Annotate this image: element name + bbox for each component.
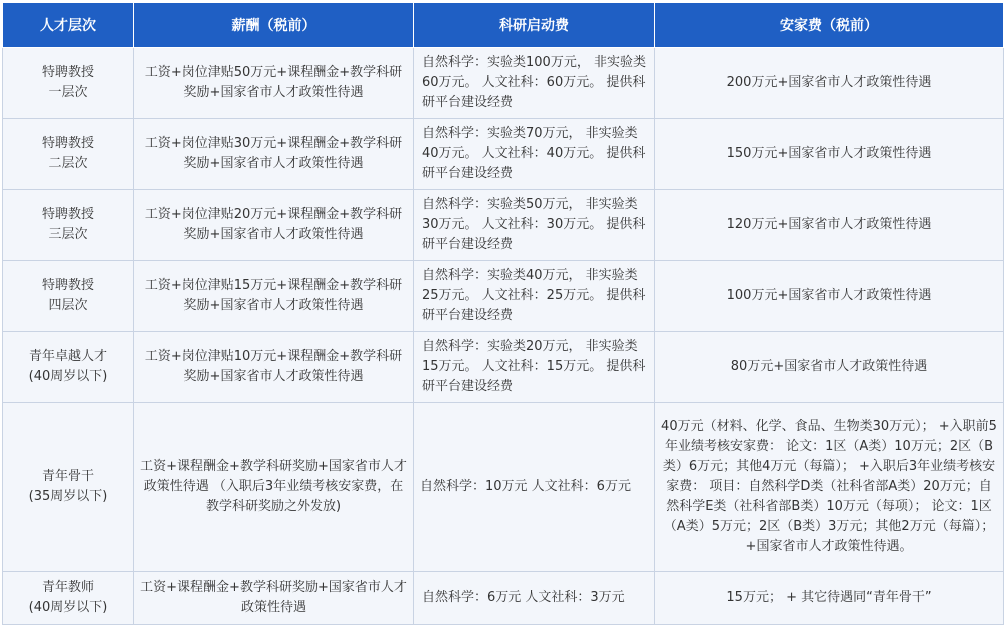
level-tier: (35周岁以下) <box>28 489 108 504</box>
table-row <box>3 261 1004 332</box>
table-row <box>3 403 1004 572</box>
table-row <box>3 48 1004 119</box>
salary-cell: 工资+岗位津贴30万元+课程酬金+教学科研奖励+国家省市人才政策性待遇 <box>134 119 414 190</box>
level-tier: 一层次 <box>48 85 88 100</box>
startup-cell: 自然科学：实验类20万元， 非实验类15万元。 人文社科：15万元。 提供科研平台建设经费 <box>414 332 655 403</box>
housing-cell: 150万元+国家省市人才政策性待遇 <box>655 119 1004 190</box>
housing-cell: 120万元+国家省市人才政策性待遇 <box>655 190 1004 261</box>
level-cell <box>3 48 134 119</box>
level-name: 特聘教授 <box>41 65 94 80</box>
header-level: 人才层次 <box>3 3 134 48</box>
housing-cell: 80万元+国家省市人才政策性待遇 <box>655 332 1004 403</box>
startup-cell: 自然科学：实验类40万元， 非实验类25万元。 人文社科：25万元。 提供科研平台建设经费 <box>414 261 655 332</box>
startup-cell: 自然科学：实验类70万元， 非实验类40万元。 人文社科：40万元。 提供科研平台建设经费 <box>414 119 655 190</box>
housing-cell: 200万元+国家省市人才政策性待遇 <box>655 48 1004 119</box>
table-row <box>3 190 1004 261</box>
level-cell <box>3 572 134 625</box>
salary-cell: 工资+课程酬金+教学科研奖励+国家省市人才政策性待遇 （入职后3年业绩考核安家费，在教学科研奖励之外发放) <box>134 403 414 572</box>
level-tier: 二层次 <box>48 156 88 171</box>
level-name: 特聘教授 <box>41 278 94 293</box>
level-tier: (40周岁以下) <box>28 369 108 384</box>
level-cell <box>3 261 134 332</box>
talent-benefits-table <box>2 2 1004 625</box>
salary-cell: 工资+岗位津贴15万元+课程酬金+教学科研奖励+国家省市人才政策性待遇 <box>134 261 414 332</box>
table-row <box>3 119 1004 190</box>
level-cell <box>3 403 134 572</box>
level-name: 青年卓越人才 <box>28 349 107 364</box>
header-housing: 安家费（税前） <box>655 3 1004 48</box>
level-tier: (40周岁以下) <box>28 600 108 615</box>
salary-cell: 工资+岗位津贴50万元+课程酬金+教学科研奖励+国家省市人才政策性待遇 <box>134 48 414 119</box>
table-row <box>3 572 1004 625</box>
level-name: 特聘教授 <box>41 136 94 151</box>
startup-cell: 自然科学：实验类50万元， 非实验类30万元。 人文社科：30万元。 提供科研平台建设经费 <box>414 190 655 261</box>
level-name: 青年骨干 <box>41 469 94 484</box>
level-cell <box>3 119 134 190</box>
housing-cell: 40万元（材料、化学、食品、生物类30万元）； +入职前5年业绩考核安家费： 论文：1区（A类）10万元；2区（B类）6万元；其他4万元（每篇）； +入职后3年业绩考核安家费： 项目：自然科学D类（社科省部A类）20万元；自然科学E类（社科省部B类）10万元（每项）； 论文：1区（A类）5万元；2区（B类）3万元；其他2万元（每篇）； +国家省市人才政策性待遇。 <box>655 403 1004 572</box>
level-cell <box>3 190 134 261</box>
housing-cell: 15万元； + 其它待遇同“青年骨干” <box>655 572 1004 625</box>
startup-cell: 自然科学：6万元 人文社科：3万元 <box>414 572 655 625</box>
level-name: 青年教师 <box>41 580 94 595</box>
level-cell <box>3 332 134 403</box>
header-salary: 薪酬（税前） <box>134 3 414 48</box>
table-header-row <box>3 3 1004 48</box>
header-startup: 科研启动费 <box>414 3 655 48</box>
salary-cell: 工资+岗位津贴10万元+课程酬金+教学科研奖励+国家省市人才政策性待遇 <box>134 332 414 403</box>
table-row <box>3 332 1004 403</box>
salary-cell: 工资+课程酬金+教学科研奖励+国家省市人才政策性待遇 <box>134 572 414 625</box>
startup-cell: 自然科学：10万元 人文社科：6万元 <box>414 403 655 572</box>
housing-cell: 100万元+国家省市人才政策性待遇 <box>655 261 1004 332</box>
salary-cell: 工资+岗位津贴20万元+课程酬金+教学科研奖励+国家省市人才政策性待遇 <box>134 190 414 261</box>
startup-cell: 自然科学：实验类100万元， 非实验类60万元。 人文社科：60万元。 提供科研平台建设经费 <box>414 48 655 119</box>
level-name: 特聘教授 <box>41 207 94 222</box>
level-tier: 三层次 <box>48 227 88 242</box>
level-tier: 四层次 <box>48 298 88 313</box>
